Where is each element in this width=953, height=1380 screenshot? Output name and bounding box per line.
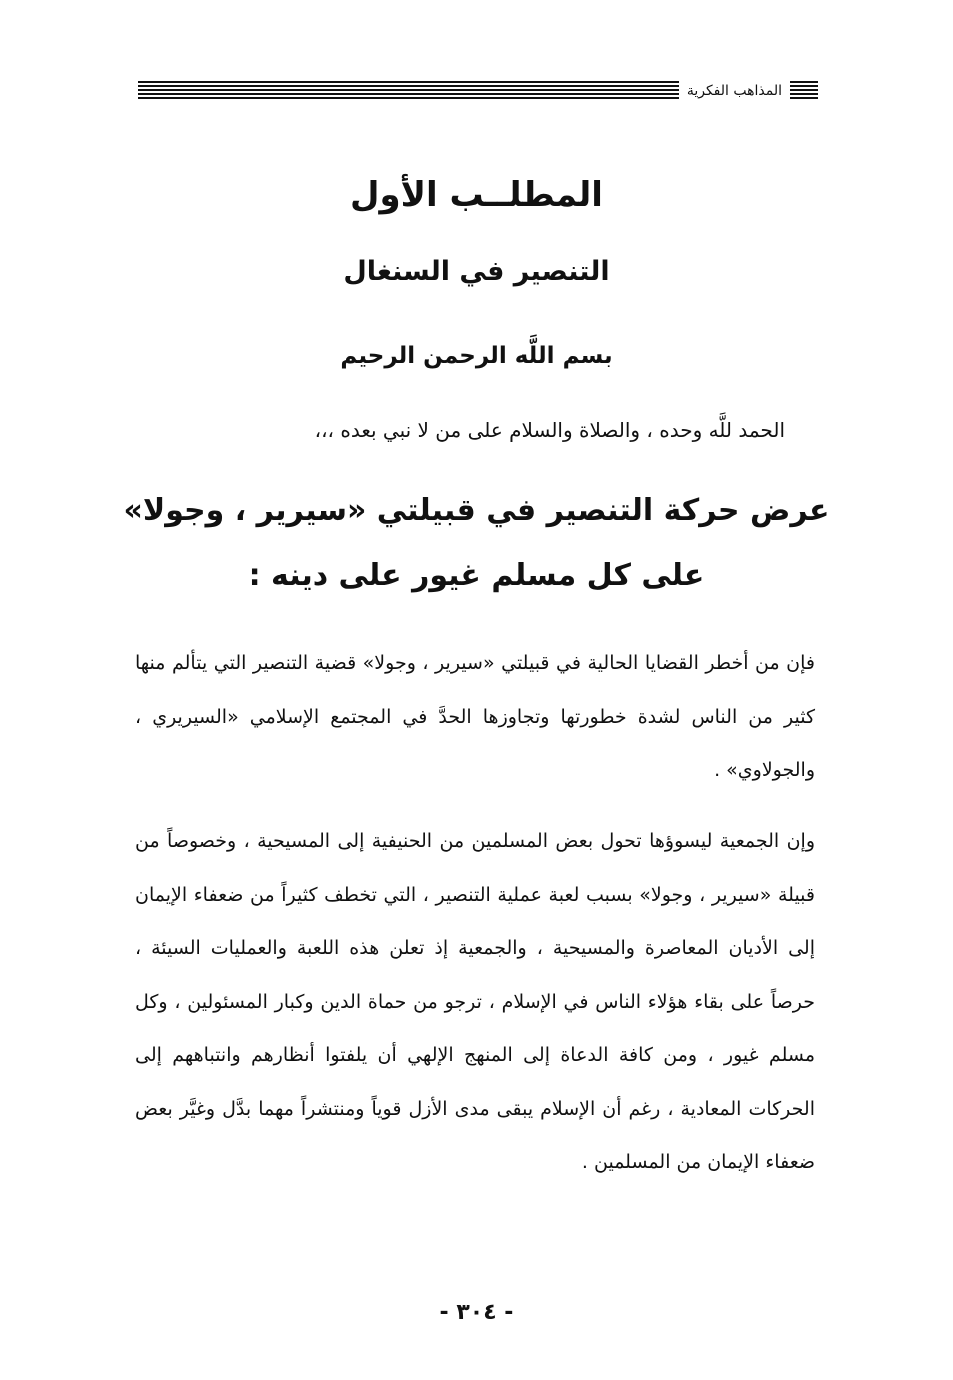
section-subtitle: التنصير في السنغال — [343, 256, 610, 287]
running-header — [138, 78, 818, 104]
body-paragraph-2: وإن الجمعية ليسوؤها تحول بعض المسلمين من الحنيفية إلى المسيحية ، وخصوصاً من قبيلة «سيرير ، وجولا» بسبب لعبة عملية التنصير ، التي تخطف كثيراً من ضعفاء الإيمان إلى الأديان المعاصرة والمسيحية ، والجمعية إذ تعلن هذه اللعبة والعمليات السيئة ، حرصاً على بقاء هؤلاء الناس في الإسلام ، ترجو من حماة الدين وكبار المسئولين ، وكل مسلم غيور ، ومن كافة الدعاة إلى المنهج الإلهي أن يلفتوا أنظارهم وانتباههم إلى الحركات المعادية ، رغم أن الإسلام يبقى مدى الأزل قوياً ومنتشراً مهما بدَّل وغيَّر بعض ضعفاء الإيمان من المسلمين . — [135, 830, 815, 1173]
exposition-heading-line2: على كل مسلم غيور على دينه : — [248, 558, 705, 593]
header-title: المذاهب الفكرية — [686, 83, 782, 99]
body-paragraph-1: فإن من أخطر القضايا الحالية في قبيلتي «سيرير ، وجولا» قضية التنصير التي يتألم منها كثير من الناس لشدة خطورتها وتجاوزها الحدَّ في المجتمع الإسلامي «السيريري ، والجولاوي» . — [135, 652, 815, 781]
header-rule-short — [790, 81, 818, 101]
header-rule-long — [138, 81, 679, 101]
exposition-heading-line1: عرض حركة التنصير في قبيلتي «سيرير ، وجولا» — [123, 493, 830, 528]
basmala: بسم اللَّه الرحمن الرحيم — [340, 343, 613, 369]
praise-line: الحمد للَّه وحده ، والصلاة والسلام على من لا نبي بعده ،،، — [314, 418, 785, 442]
page-number: - ٣٠٤ - — [439, 1300, 514, 1325]
section-heading: المطلــب الأول — [350, 175, 603, 215]
